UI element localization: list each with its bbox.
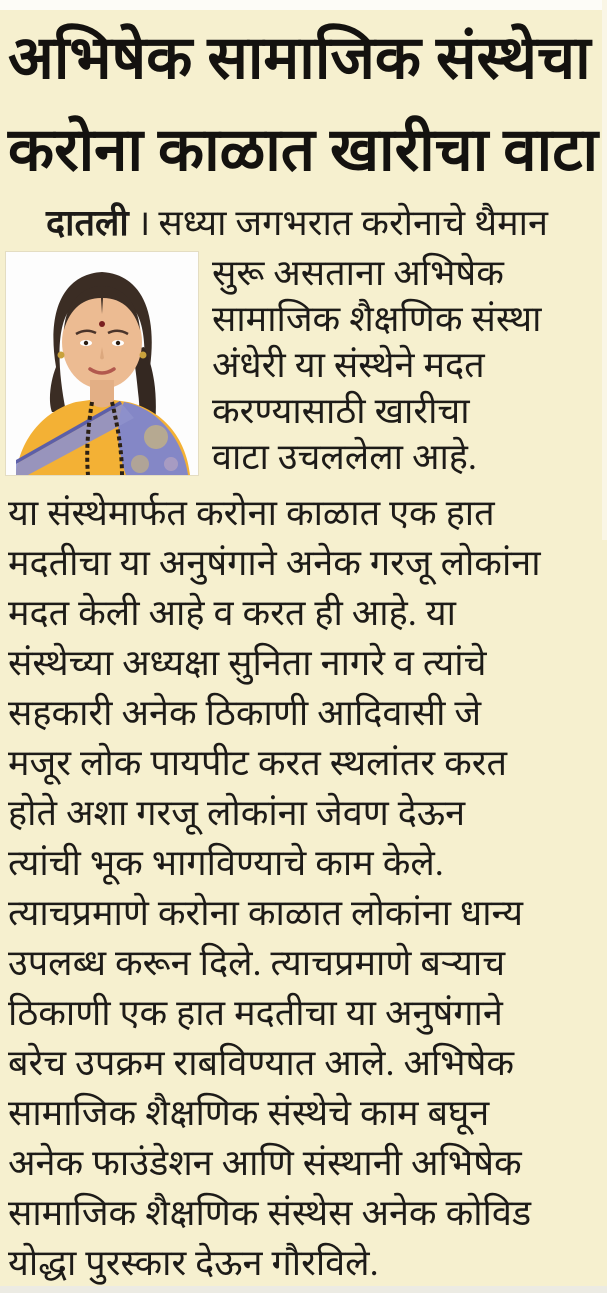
body-line: सामाजिक शैक्षणिक संस्था [212,299,542,339]
earring [140,352,147,359]
body-line: करण्यासाठी खारीचा [212,391,470,431]
body-line: बरेच उपक्रम राबविण्यात आले. अभिषेक [8,1043,515,1083]
dateline-place: दातली [46,203,129,243]
body-line: मदतीचा या अनुषंगाने अनेक गरजू लोकांना [8,543,541,583]
article-body [8,488,604,1288]
body-line: होते अशा गरजू लोकांना जेवण देऊन [8,793,466,833]
bindi [99,321,105,327]
portrait-photo [6,252,198,475]
headline [8,12,602,196]
body-line: सहकारी अनेक ठिकाणी आदिवासी जे [8,693,482,733]
body-line: सामाजिक शैक्षणिक संस्थेस अनेक कोविड [8,1193,532,1233]
bottom-margin-strip [0,1286,607,1293]
dateline-text: सध्या जगभरात करोनाचे थैमान [158,203,548,243]
body-line: संस्थेच्या अध्यक्षा सुनिता नागरे व त्यांचे [8,643,487,683]
body-line: सामाजिक शैक्षणिक संस्थेचे काम बघून [8,1093,490,1133]
body-line: त्यांची भूक भागविण्याचे काम केले. [8,843,444,883]
woman-portrait-image [6,252,198,475]
body-line: मजूर लोक पायपीट करत स्थलांतर करत [8,743,507,783]
headline-line-2: करोना काळात खारीचा वाटा [8,117,598,183]
body-line: वाटा उचललेला आहे. [212,437,477,477]
top-margin-strip [0,0,607,10]
body-line: मदत केली आहे व करत ही आहे. या [8,593,456,633]
body-line: अंधेरी या संस्थेने मदत [212,345,485,385]
body-line: ठिकाणी एक हात मदतीचा या अनुषंगाने [8,993,503,1033]
body-line: योद्धा पुरस्कार देऊन गौरविले. [8,1243,379,1283]
body-line: सुरू असताना अभिषेक [212,253,504,293]
body-line: अनेक फाउंडेशन आणि संस्थानी अभिषेक [8,1143,522,1183]
body-line: त्याचप्रमाणे करोना काळात लोकांना धान्य [8,893,524,933]
earring [58,352,65,359]
body-line: उपलब्ध करून दिले. त्याचप्रमाणे बऱ्याच [8,943,506,983]
dateline [46,198,602,248]
dateline-separator: । [136,203,151,243]
body-line: या संस्थेमार्फत करोना काळात एक हात [8,493,495,533]
text-beside-photo [212,250,604,480]
headline-line-1: अभिषेक सामाजिक संस्थेचा [8,25,591,91]
